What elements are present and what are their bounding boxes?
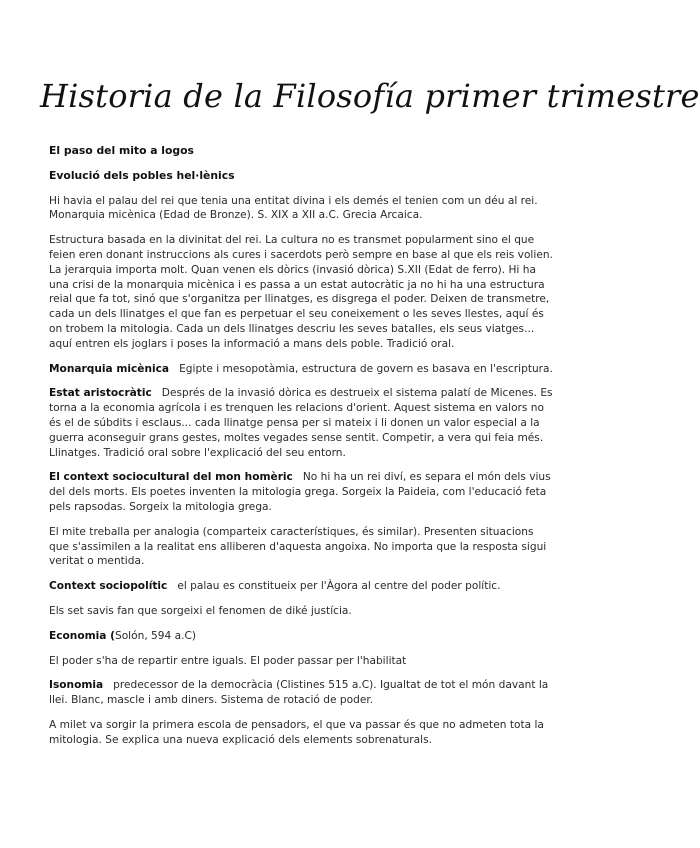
term-label: Monarquia micènica: [49, 362, 170, 375]
definition-paragraph: [49, 362, 554, 377]
term-label: Economia (: [49, 629, 115, 642]
term-text: Egipte i mesopotàmia, estructura de govern es basava en l'escriptura.: [179, 362, 553, 375]
definition-paragraph: [49, 629, 554, 644]
definition-paragraph: [49, 386, 554, 460]
paragraph: A milet va sorgir la primera escola de pensadors, el que va passar és que no admeten tota la mitologia. Se explica una nueva explicació dels elements sobrenaturals.: [49, 718, 544, 746]
paragraph: Els set savis fan que sorgeixi el fenomen de diké justícia.: [49, 604, 352, 617]
term-text: Solón, 594 a.C): [114, 629, 197, 642]
term-text: Després de la invasió dòrica es destrueix el sistema palatí de Micenes. Es torna a la economia agrícola i es trenquen les relacions d'orient. Aquest sistema en valors no és el de súbdits i esclaus... cada llinatge pensa per si mateix i li donen un valor especial a la guerra aconseguir grans gestes, moltes vegades sense sentit. Competir, a vera qui feia més. Llinatges. Tradició oral sobre l'explicació del seu entorn.: [49, 387, 553, 459]
definition-paragraph: [49, 678, 554, 708]
section-heading: El paso del mito a logos: [49, 144, 194, 157]
paragraph: El poder s'ha de repartir entre iguals. El poder passar per l'habilitat: [49, 654, 407, 667]
page-title: Historia de la Filosofía primer trimestre: [40, 77, 700, 115]
definition-paragraph: [49, 470, 554, 514]
term-label: El context sociocultural del mon homèric: [49, 471, 293, 484]
term-text: predecessor de la democràcia (Clistines 515 a.C). Igualtat de tot el món davant la llei. Blanc, mascle i amb diners. Sistema de rotació de poder.: [49, 679, 549, 707]
paragraph: Hi havia el palau del rei que tenia una entitat divina i els demés el tenien com un déu al rei. Monarquia micènica (Edad de Bronze). S. XIX a XII a.C. Grecia Arcaica.: [49, 194, 538, 222]
term-text: No hi ha un rei diví, es separa el món dels vius del dels morts. Els poetes inventen la mitologia grega. Sorgeix la Paideia, com l'educació feta pels rapsodas. Sorgeix la mitologia grega.: [49, 471, 551, 513]
definition-paragraph: [49, 579, 554, 594]
term-text: el palau es constitueix per l'Àgora al centre del poder polític.: [177, 580, 501, 593]
term-label: Isonomia: [49, 679, 104, 692]
term-label: Context sociopolític: [49, 580, 168, 593]
paragraph: Estructura basada en la divinitat del rei. La cultura no es transmet popularment sino el que feien eren donant instruccions als cures i sacerdots però sempre en base al que els reis volien. La jerarquia importa molt. Quan venen els dòrics (invasió dòrica) S.XII (Edat de ferro). Hi ha una crisi de la monarquia micènica i es passa a un estat autocràtic ja no hi ha una estructura reial que fa tot, sinó que s'organitza per llinatges, es disgrega el poder. Deixen de transmetre, cada un dels llinatges el que fan es perpetuar el seu coneixement o les seves llestes, aquí és on trobem la mitologia. Cada un dels llinatges descriu les seves batalles, els seus viatges... aquí entren els joglars i poses la informació a mans dels poble. Tradició oral.: [49, 234, 553, 350]
document-body: [49, 144, 554, 758]
subsection-heading: Evolució dels pobles hel·lènics: [49, 168, 235, 182]
term-label: Estat aristocràtic: [49, 387, 152, 400]
paragraph: El mite treballa per analogia (comparteix característiques, és similar). Presenten situacions que s'assimilen a la realitat ens alliberen d'aquesta angoixa. No importa que la resposta sigui veritat o mentida.: [49, 525, 547, 568]
